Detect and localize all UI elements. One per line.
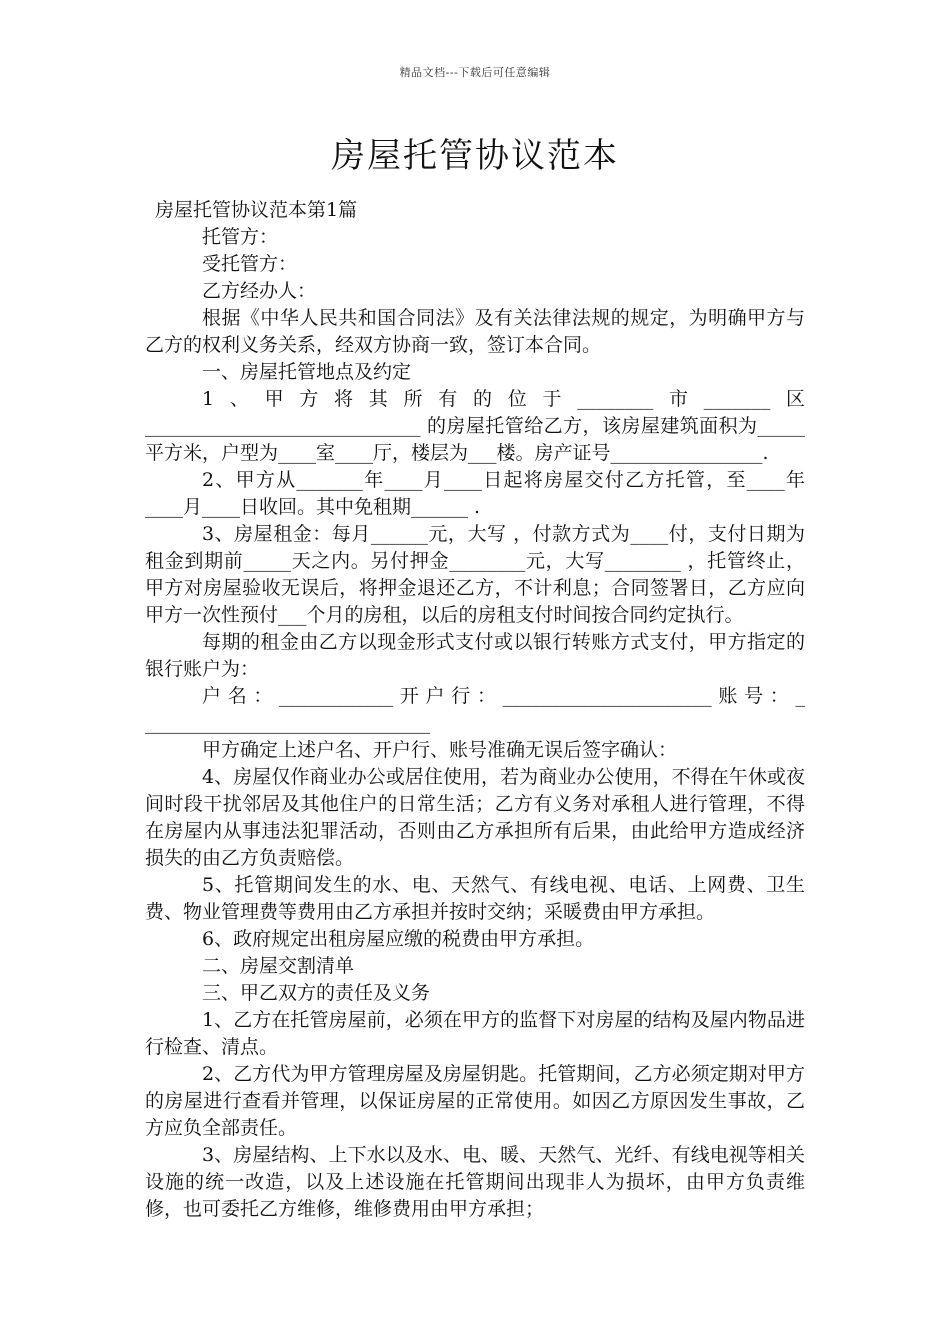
section-subtitle: 房屋托管协议范本第1篇 (155, 199, 358, 221)
document-title: 房屋托管协议范本 (331, 136, 619, 176)
header-note: 精品文档---下载后可任意编辑 (399, 66, 551, 79)
section-heading: 二、房屋交割清单 (202, 955, 355, 977)
clause-paragraph: 3、房屋租金：每月______元，大写 ，付款方式为____付，支付日期为租金到期前_____天之内。另付押金________元，大写________ ，托管终止，甲方对房屋验收无误后，将押金退还乙方，不计利息；合同签署日，乙方应向甲方一次性预付___个月的房租，以后的房租支付时间按合同约定执行。 (145, 523, 805, 626)
preamble-paragraph: 根据《中华人民共和国合同法》及有关法律法规的规定，为明确甲方与乙方的权利义务关系，经双方协商一致，签订本合同。 (145, 307, 805, 356)
clause-paragraph: 1、甲方将其所有的位于________市_______区_____________________________ 的房屋托管给乙方，该房屋建筑面积为_____平方米，户型为____室____厅，楼层为___楼。房产证号________________. (145, 388, 805, 464)
clause-paragraph: 2、甲方从_______年____月____日起将房屋交付乙方托管，至____年____月____日收回。其中免租期______ . (145, 469, 805, 518)
clause-paragraph: 3、房屋结构、上下水以及水、电、暖、天然气、光纤、有线电视等相关设施的统一改造，以及上述设施在托管期间出现非人为损坏，由甲方负责维修，也可委托乙方维修，维修费用由甲方承担； (145, 1144, 805, 1220)
clause-paragraph: 甲方确定上述户名、开户行、账号准确无误后签字确认： (202, 739, 678, 761)
bank-account-line: 户名：____________开户行：______________________账号：_ ______________________________ (145, 685, 805, 734)
section-heading: 一、房屋托管地点及约定 (202, 361, 412, 383)
clause-paragraph: 1、乙方在托管房屋前，必须在甲方的监督下对房屋的结构及屋内物品进行检查、清点。 (145, 1009, 805, 1058)
agent-line: 乙方经办人： (202, 280, 317, 302)
clause-paragraph: 每期的租金由乙方以现金形式支付或以银行转账方式支付，甲方指定的银行账户为： (145, 631, 805, 680)
clause-paragraph: 2、乙方代为甲方管理房屋及房屋钥匙。托管期间，乙方必须定期对甲方的房屋进行查看并管理，以保证房屋的正常使用。如因乙方原因发生事故，乙方应负全部责任。 (145, 1063, 805, 1139)
party-trustee-line: 受托管方： (202, 253, 298, 275)
document-body (145, 197, 805, 1223)
clause-paragraph: 4、房屋仅作商业办公或居住使用，若为商业办公使用，不得在午休或夜间时段干扰邻居及其他住户的日常生活；乙方有义务对承租人进行管理，不得在房屋内从事违法犯罪活动，否则由乙方承担所有后果，由此给甲方造成经济损失的由乙方负责赔偿。 (145, 766, 805, 869)
clause-paragraph: 5、托管期间发生的水、电、天然气、有线电视、电话、上网费、卫生费、物业管理费等费用由乙方承担并按时交纳；采暖费由甲方承担。 (145, 874, 805, 923)
clause-paragraph: 6、政府规定出租房屋应缴的税费由甲方承担。 (202, 928, 595, 950)
party-trustor-line: 托管方： (202, 226, 279, 248)
section-heading: 三、甲乙双方的责任及义务 (202, 982, 431, 1004)
